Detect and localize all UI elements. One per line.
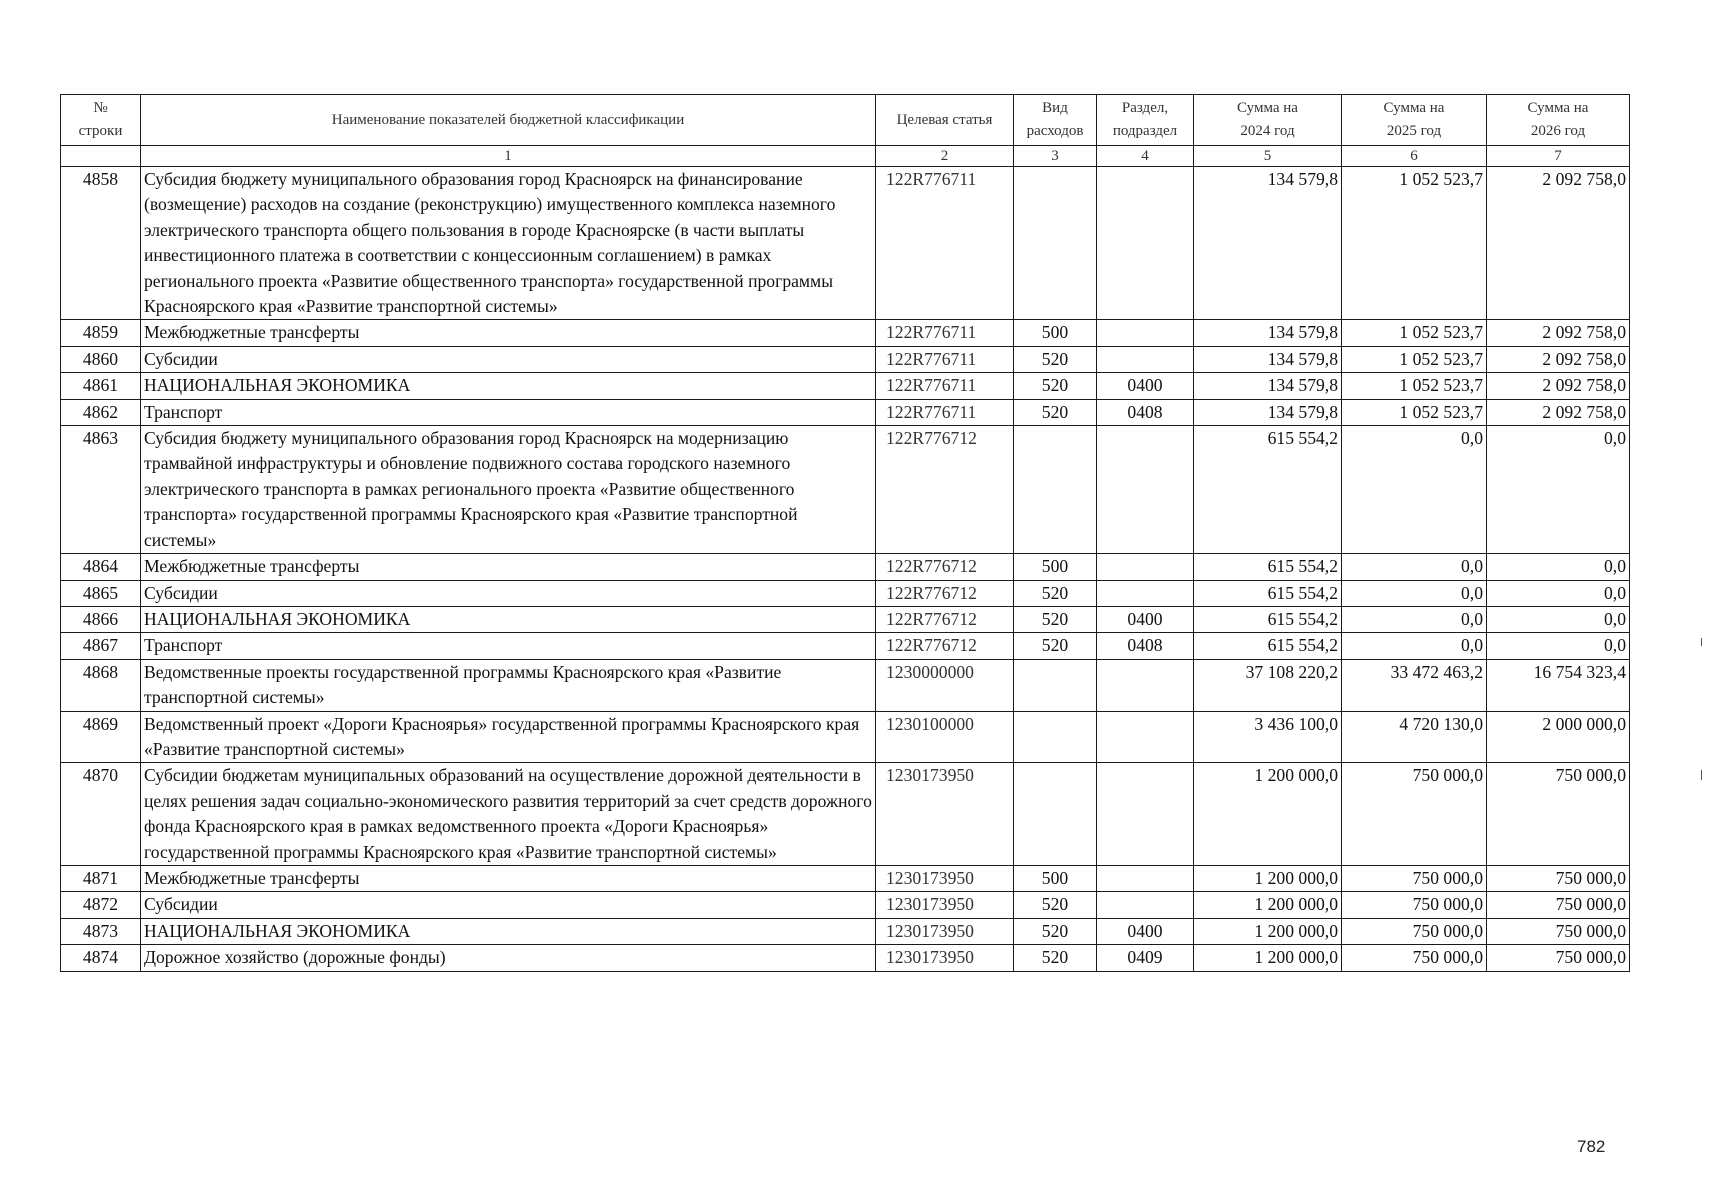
row-sum-2025: 750 000,0 — [1342, 892, 1487, 918]
row-target-code: 122R776712 — [876, 633, 1014, 659]
row-expense-kind: 500 — [1014, 320, 1097, 346]
row-expense-kind — [1014, 167, 1097, 320]
row-expense-kind: 520 — [1014, 892, 1097, 918]
row-expense-kind: 520 — [1014, 580, 1097, 606]
header-sum-2024-line1: Сумма на — [1237, 100, 1298, 116]
header-sum-2024-line2: 2024 год — [1240, 123, 1295, 139]
row-number: 4870 — [61, 763, 141, 866]
row-sum-2024: 3 436 100,0 — [1194, 711, 1342, 763]
row-expense-kind — [1014, 426, 1097, 554]
row-target-code: 1230100000 — [876, 711, 1014, 763]
table-row — [61, 633, 1630, 659]
table-row — [61, 892, 1630, 918]
row-name: НАЦИОНАЛЬНАЯ ЭКОНОМИКА — [141, 373, 876, 399]
row-name: Ведомственный проект «Дороги Красноярья» государственной программы Красноярского края «Развитие транспортной системы» — [141, 711, 876, 763]
row-target-code: 1230173950 — [876, 945, 1014, 971]
row-sum-2025: 750 000,0 — [1342, 763, 1487, 866]
row-name: Субсидии бюджетам муниципальных образований на осуществление дорожной деятельности в целях решения задач социально-экономического развития территорий за счет средств дорожного фонда Красноярского края в рамках ведомственного проекта «Дороги Красноярья» государственной программы Красноярского края «Развитие транспортной системы» — [141, 763, 876, 866]
row-sum-2024: 134 579,8 — [1194, 167, 1342, 320]
row-sum-2025: 4 720 130,0 — [1342, 711, 1487, 763]
row-target-code: 122R776711 — [876, 320, 1014, 346]
column-number-5: 5 — [1194, 146, 1342, 167]
row-target-code: 122R776712 — [876, 426, 1014, 554]
row-name: Субсидии — [141, 892, 876, 918]
row-sum-2024: 134 579,8 — [1194, 373, 1342, 399]
table-row — [61, 580, 1630, 606]
row-expense-kind — [1014, 659, 1097, 711]
row-name: Ведомственные проекты государственной программы Красноярского края «Развитие транспортной системы» — [141, 659, 876, 711]
row-section: 0408 — [1097, 633, 1194, 659]
row-sum-2026: 2 092 758,0 — [1487, 399, 1630, 425]
row-number: 4866 — [61, 606, 141, 632]
header-section — [1097, 95, 1194, 146]
row-name: Субсидия бюджету муниципального образования город Красноярск на модернизацию трамвайной инфраструктуры и обновление подвижного состава городского наземного электрического транспорта в рамках регионального проекта «Развитие общественного транспорта» государственной программы Красноярского края «Развитие транспортной системы» — [141, 426, 876, 554]
row-sum-2024: 615 554,2 — [1194, 554, 1342, 580]
row-number: 4869 — [61, 711, 141, 763]
row-name: Транспорт — [141, 633, 876, 659]
row-name: Межбюджетные трансферты — [141, 865, 876, 891]
row-section — [1097, 167, 1194, 320]
row-expense-kind — [1014, 763, 1097, 866]
row-sum-2025: 0,0 — [1342, 606, 1487, 632]
row-number: 4872 — [61, 892, 141, 918]
table-row — [61, 399, 1630, 425]
column-number-2: 2 — [876, 146, 1014, 167]
row-expense-kind: 520 — [1014, 346, 1097, 372]
table-body — [61, 167, 1630, 972]
table-row — [61, 426, 1630, 554]
row-number: 4868 — [61, 659, 141, 711]
table-row — [61, 320, 1630, 346]
row-sum-2026: 2 092 758,0 — [1487, 167, 1630, 320]
row-sum-2025: 33 472 463,2 — [1342, 659, 1487, 711]
row-sum-2026: 0,0 — [1487, 633, 1630, 659]
row-target-code: 122R776711 — [876, 373, 1014, 399]
row-target-code: 1230000000 — [876, 659, 1014, 711]
row-sum-2024: 1 200 000,0 — [1194, 763, 1342, 866]
row-name: Субсидии — [141, 346, 876, 372]
row-sum-2026: 2 092 758,0 — [1487, 320, 1630, 346]
header-name: Наименование показателей бюджетной классификации — [141, 95, 876, 146]
row-number: 4859 — [61, 320, 141, 346]
row-section — [1097, 711, 1194, 763]
row-expense-kind: 520 — [1014, 373, 1097, 399]
header-section-line2: подраздел — [1112, 123, 1178, 139]
row-target-code: 122R776711 — [876, 167, 1014, 320]
row-section: 0400 — [1097, 606, 1194, 632]
row-sum-2025: 750 000,0 — [1342, 918, 1487, 944]
header-sum-2026-line2: 2026 год — [1530, 123, 1586, 139]
row-sum-2026: 2 000 000,0 — [1487, 711, 1630, 763]
row-section: 0409 — [1097, 945, 1194, 971]
row-section — [1097, 426, 1194, 554]
row-expense-kind: 500 — [1014, 554, 1097, 580]
header-kind — [1014, 95, 1097, 146]
row-sum-2025: 0,0 — [1342, 426, 1487, 554]
row-sum-2026: 0,0 — [1487, 606, 1630, 632]
table-row — [61, 554, 1630, 580]
row-sum-2025: 1 052 523,7 — [1342, 399, 1487, 425]
row-number: 4863 — [61, 426, 141, 554]
row-sum-2026: 0,0 — [1487, 554, 1630, 580]
column-number-7: 7 — [1487, 146, 1630, 167]
table-row — [61, 711, 1630, 763]
row-sum-2026: 750 000,0 — [1487, 945, 1630, 971]
row-name: НАЦИОНАЛЬНАЯ ЭКОНОМИКА — [141, 918, 876, 944]
table-row — [61, 659, 1630, 711]
row-number: 4871 — [61, 865, 141, 891]
row-name: Транспорт — [141, 399, 876, 425]
header-row-no — [61, 95, 141, 146]
row-sum-2025: 1 052 523,7 — [1342, 320, 1487, 346]
column-number-3: 3 — [1014, 146, 1097, 167]
row-section — [1097, 892, 1194, 918]
header-target: Целевая статья — [876, 95, 1014, 146]
row-number: 4864 — [61, 554, 141, 580]
row-section — [1097, 554, 1194, 580]
row-target-code: 1230173950 — [876, 918, 1014, 944]
scan-mark — [1701, 638, 1702, 646]
row-name: Межбюджетные трансферты — [141, 554, 876, 580]
row-expense-kind: 500 — [1014, 865, 1097, 891]
row-sum-2026: 750 000,0 — [1487, 892, 1630, 918]
row-sum-2025: 1 052 523,7 — [1342, 373, 1487, 399]
column-number-row — [61, 146, 1630, 167]
table-header — [61, 95, 1630, 167]
table-row — [61, 865, 1630, 891]
row-target-code: 122R776712 — [876, 554, 1014, 580]
header-sum-2026-line1: Сумма на — [1527, 100, 1589, 116]
row-target-code: 122R776712 — [876, 606, 1014, 632]
row-sum-2026: 750 000,0 — [1487, 865, 1630, 891]
row-number: 4873 — [61, 918, 141, 944]
scan-mark — [1701, 770, 1702, 780]
row-number: 4860 — [61, 346, 141, 372]
row-section — [1097, 659, 1194, 711]
row-target-code: 122R776711 — [876, 399, 1014, 425]
row-section — [1097, 865, 1194, 891]
header-kind-line2: расходов — [1026, 123, 1084, 139]
row-expense-kind: 520 — [1014, 633, 1097, 659]
row-sum-2024: 37 108 220,2 — [1194, 659, 1342, 711]
row-expense-kind — [1014, 711, 1097, 763]
row-sum-2024: 615 554,2 — [1194, 633, 1342, 659]
row-target-code: 1230173950 — [876, 892, 1014, 918]
row-sum-2026: 16 754 323,4 — [1487, 659, 1630, 711]
row-number: 4862 — [61, 399, 141, 425]
row-sum-2025: 1 052 523,7 — [1342, 346, 1487, 372]
row-target-code: 122R776711 — [876, 346, 1014, 372]
row-sum-2025: 0,0 — [1342, 554, 1487, 580]
column-number-1: 1 — [141, 146, 876, 167]
row-section: 0400 — [1097, 918, 1194, 944]
row-sum-2025: 750 000,0 — [1342, 865, 1487, 891]
row-section — [1097, 580, 1194, 606]
row-name: НАЦИОНАЛЬНАЯ ЭКОНОМИКА — [141, 606, 876, 632]
row-sum-2025: 750 000,0 — [1342, 945, 1487, 971]
row-sum-2024: 134 579,8 — [1194, 399, 1342, 425]
table-row — [61, 918, 1630, 944]
row-sum-2024: 615 554,2 — [1194, 580, 1342, 606]
row-target-code: 1230173950 — [876, 865, 1014, 891]
row-sum-2026: 2 092 758,0 — [1487, 346, 1630, 372]
row-sum-2024: 134 579,8 — [1194, 346, 1342, 372]
column-number-6: 6 — [1342, 146, 1487, 167]
row-name: Межбюджетные трансферты — [141, 320, 876, 346]
header-kind-line1: Вид — [1042, 100, 1068, 116]
row-section — [1097, 320, 1194, 346]
row-number: 4874 — [61, 945, 141, 971]
row-sum-2026: 2 092 758,0 — [1487, 373, 1630, 399]
row-sum-2025: 1 052 523,7 — [1342, 167, 1487, 320]
table-row — [61, 167, 1630, 320]
header-sum-2025-line2: 2025 год — [1386, 123, 1442, 139]
table-row — [61, 945, 1630, 971]
header-sum-2024 — [1194, 95, 1342, 146]
row-number: 4858 — [61, 167, 141, 320]
header-row-no-line1: № — [93, 100, 108, 116]
row-sum-2026: 0,0 — [1487, 580, 1630, 606]
row-sum-2026: 750 000,0 — [1487, 763, 1630, 866]
column-number-0 — [61, 146, 141, 167]
row-target-code: 1230173950 — [876, 763, 1014, 866]
table-row — [61, 763, 1630, 866]
row-name: Дорожное хозяйство (дорожные фонды) — [141, 945, 876, 971]
row-sum-2024: 615 554,2 — [1194, 606, 1342, 632]
row-target-code: 122R776712 — [876, 580, 1014, 606]
row-expense-kind: 520 — [1014, 606, 1097, 632]
row-number: 4865 — [61, 580, 141, 606]
page-number: 782 — [1577, 1137, 1606, 1156]
header-sum-2025-line1: Сумма на — [1383, 100, 1445, 116]
budget-table — [60, 94, 1630, 972]
row-sum-2024: 1 200 000,0 — [1194, 918, 1342, 944]
row-sum-2024: 1 200 000,0 — [1194, 865, 1342, 891]
row-sum-2024: 1 200 000,0 — [1194, 945, 1342, 971]
header-row-no-line2: строки — [78, 123, 123, 139]
header-section-line1: Раздел, — [1121, 100, 1169, 116]
header-sum-2025 — [1342, 95, 1487, 146]
row-section: 0400 — [1097, 373, 1194, 399]
table-row — [61, 373, 1630, 399]
row-sum-2026: 750 000,0 — [1487, 918, 1630, 944]
column-number-4: 4 — [1097, 146, 1194, 167]
row-expense-kind: 520 — [1014, 945, 1097, 971]
row-number: 4861 — [61, 373, 141, 399]
row-sum-2024: 1 200 000,0 — [1194, 892, 1342, 918]
row-name: Субсидии — [141, 580, 876, 606]
row-name: Субсидия бюджету муниципального образования город Красноярск на финансирование (возмещение) расходов на создание (реконструкцию) имущественного комплекса наземного электрического транспорта общего пользования в городе Красноярске (в части выплаты инвестиционного платежа в соответствии с концессионным соглашением) в рамках регионального проекта «Развитие общественного транспорта» государственной программы Красноярского края «Развитие транспортной системы» — [141, 167, 876, 320]
row-expense-kind: 520 — [1014, 399, 1097, 425]
row-section: 0408 — [1097, 399, 1194, 425]
table-row — [61, 346, 1630, 372]
row-section — [1097, 763, 1194, 866]
row-expense-kind: 520 — [1014, 918, 1097, 944]
row-sum-2026: 0,0 — [1487, 426, 1630, 554]
row-sum-2024: 615 554,2 — [1194, 426, 1342, 554]
row-section — [1097, 346, 1194, 372]
table-row — [61, 606, 1630, 632]
row-sum-2024: 134 579,8 — [1194, 320, 1342, 346]
row-sum-2025: 0,0 — [1342, 580, 1487, 606]
row-number: 4867 — [61, 633, 141, 659]
row-sum-2025: 0,0 — [1342, 633, 1487, 659]
header-sum-2026 — [1487, 95, 1630, 146]
